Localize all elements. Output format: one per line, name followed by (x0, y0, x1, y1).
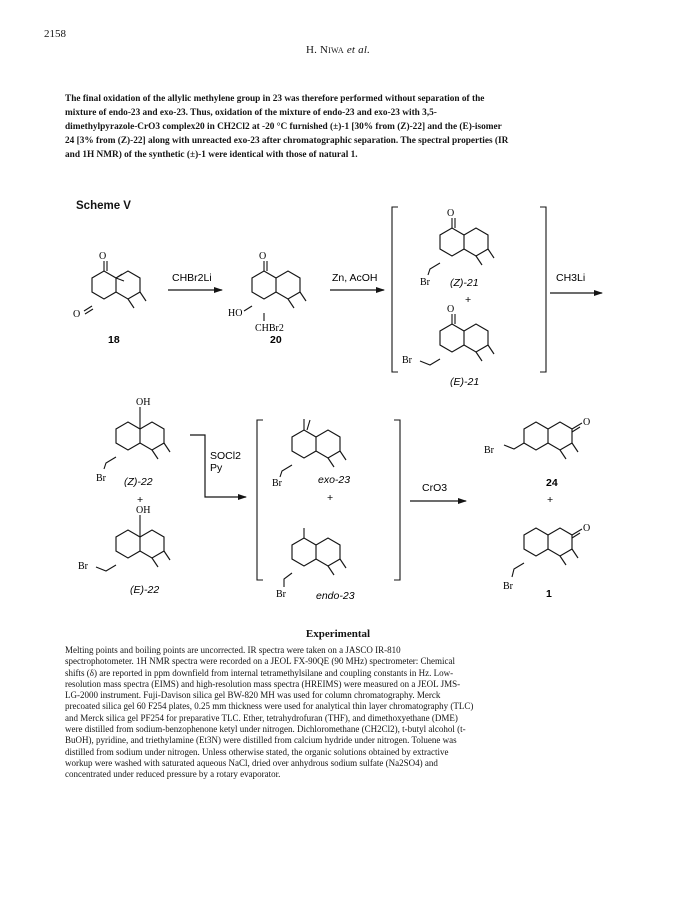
compound-18-label: 18 (108, 334, 120, 346)
plus-23: + (327, 492, 334, 504)
exp-line: LG-2000 instrument. Fuji-Davison silica gel BW-820 MH was used for column chromatography. Merck (65, 690, 441, 701)
exp-line: resolution mass spectra (EIMS) and high-resolution mass spectra (HREIMS) were measured on a JEOL JMS- (65, 678, 461, 689)
structure-20 (244, 261, 306, 321)
atom-o-1: O (583, 523, 591, 534)
atom-br-endo23: Br (276, 589, 286, 600)
intro-line-1: The final oxidation of the allylic methylene group in 23 was therefore performed without separation of the (65, 94, 485, 104)
exp-line: BuOH), pyridine, and triethylamine (Et3N) were distilled from calcium hydride under nitrogen. Toluene was (65, 735, 457, 746)
experimental-body (65, 645, 610, 781)
bracket-right-23 (394, 420, 400, 580)
bracket-right-21 (540, 207, 546, 372)
compound-e22-label: (E)-22 (130, 584, 160, 596)
atom-ho-20: HO (228, 308, 243, 319)
intro-line-3: dimethylpyrazole-CrO3 complex20 in CH2Cl2 at -20 °C furnished (±)-1 [30% from (Z)-22] and the (E)-isomer (65, 122, 502, 132)
intro-line-2: mixture of endo-23 and exo-23. Thus, oxidation of the mixture of endo-23 and exo-23 with 3,5- (65, 108, 437, 118)
atom-o-z21: O (447, 208, 455, 219)
plus-21: + (465, 294, 472, 306)
compound-e21-label: (E)-21 (450, 376, 480, 388)
structure-e22 (96, 515, 170, 571)
exp-line: workup were washed with saturated aqueous NaCl, dried over anhydrous sodium sulfate (Na2SO4) and (65, 757, 438, 768)
experimental-heading: Experimental (305, 628, 371, 640)
exp-line: were distilled from sodium-benzophenone ketyl under nitrogen. Dichloromethane (CH2Cl2), t-butyl alcohol (t- (65, 724, 466, 735)
exp-line: concentrated under reduced pressure by a rotary evaporator. (65, 769, 281, 780)
compound-1-label: 1 (546, 588, 552, 600)
structure-exo23 (280, 419, 346, 477)
atom-br-e21: Br (402, 355, 412, 366)
atom-o-24: O (583, 417, 591, 428)
structure-1 (512, 528, 582, 577)
compound-z21-label: (Z)-21 (450, 277, 479, 289)
atom-oh-z22: OH (136, 397, 151, 408)
atom-br-e22: Br (78, 561, 88, 572)
structure-z22 (104, 407, 170, 469)
atom-chbr2-20: CHBr2 (255, 323, 284, 334)
reagent-zn-acoh: Zn, AcOH (332, 272, 378, 284)
bracket-left-21 (392, 207, 398, 372)
exp-line: distilled from sodium under nitrogen. Unless otherwise stated, the organic solutions obtained by extractive (65, 746, 449, 757)
reagent-py: Py (210, 462, 223, 474)
atom-o-18a: O (99, 251, 107, 262)
author-initial: H. (305, 44, 321, 56)
author-suffix: et al. (343, 44, 371, 56)
compound-z22-label: (Z)-22 (124, 476, 153, 488)
page-number: 2158 (44, 28, 66, 40)
compound-endo23-label: endo-23 (316, 590, 355, 602)
reagent-socl2: SOCl2 (210, 450, 241, 462)
plus-24-1: + (547, 494, 554, 506)
exp-line: precoated silica gel 60 F254 plates, 0.25 mm thickness were used for analytical thin layer chromatography (TLC) (65, 701, 474, 712)
compound-20-label: 20 (270, 334, 282, 346)
bracket-left-23 (257, 420, 263, 580)
intro-line-5: and 1H NMR) of the synthetic (±)-1 were identical with those of natural 1. (65, 150, 358, 160)
structure-endo23 (284, 528, 346, 587)
exp-line: shifts (δ) are reported in ppm downfield from internal tetramethylsilane and coupling constants in Hz. Low- (65, 667, 454, 678)
running-head (0, 44, 676, 56)
reagent-chbr2li: CHBr2Li (172, 272, 212, 284)
atom-br-exo23: Br (272, 478, 282, 489)
scheme-title: Scheme V (76, 200, 131, 212)
structure-24 (504, 422, 582, 459)
plus-22: + (137, 494, 144, 506)
structure-z21 (428, 218, 494, 275)
atom-br-24: Br (484, 445, 494, 456)
atom-o-e21: O (447, 304, 455, 315)
author-surname: Niwa (320, 44, 344, 56)
atom-br-z22: Br (96, 473, 106, 484)
compound-24-label: 24 (546, 477, 558, 489)
atom-br-1: Br (503, 581, 513, 592)
exp-line: and Merck silica gel PF254 for preparative TLC. Ether, tetrahydrofuran (THF), and dimethoxyethane (DME) (65, 712, 458, 723)
atom-o-20: O (259, 251, 267, 262)
reagent-ch3li: CH3Li (556, 272, 586, 284)
intro-line-4: 24 [3% from (Z)-22] along with unreacted exo-23 after chromatographic separation. The spectral properties (IR (65, 136, 509, 146)
reaction-scheme (0, 195, 676, 620)
atom-oh-e22: OH (136, 505, 151, 516)
reagent-cro3: CrO3 (422, 482, 448, 494)
exp-line: Melting points and boiling points are uncorrected. IR spectra were taken on a JASCO IR-810 (65, 645, 401, 655)
atom-o-18b: O (73, 309, 81, 320)
structure-18 (84, 261, 146, 314)
compound-exo23-label: exo-23 (318, 474, 351, 486)
exp-line: spectrophotometer. 1H NMR spectra were recorded on a JEOL FX-90QE (90 MHz) spectrometer: Chemical (65, 656, 456, 667)
structure-e21 (420, 314, 494, 365)
atom-br-z21: Br (420, 277, 430, 288)
